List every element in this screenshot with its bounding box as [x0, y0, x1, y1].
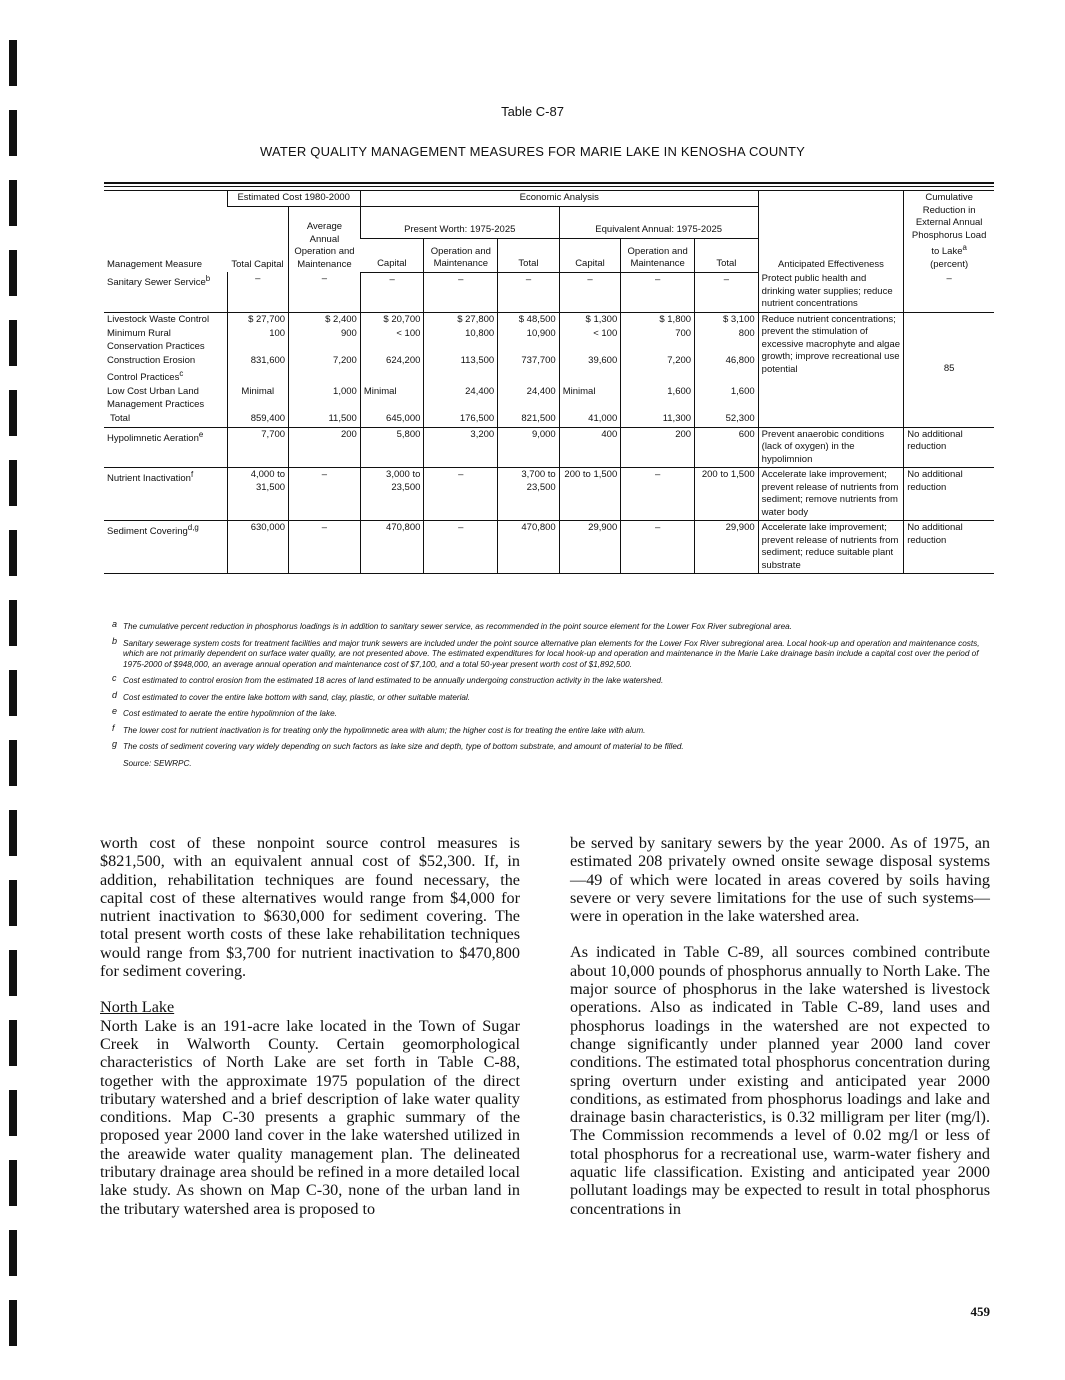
measure-sup: c	[179, 368, 184, 378]
binding-mark	[9, 180, 17, 226]
cell-cumulative: –	[904, 272, 994, 312]
management-measures-table	[104, 190, 994, 574]
header-percent: (percent)	[930, 258, 969, 270]
cell-ea-capital: 29,900	[559, 521, 621, 574]
measure-label: Total	[110, 413, 131, 425]
cell-pw-total: 3,700 to 23,500	[498, 468, 560, 521]
cell-ea-total: 800	[695, 327, 759, 354]
cell-pw-capital: 624,200	[360, 354, 424, 385]
page-number: 459	[970, 1304, 990, 1319]
cell-total-capital: 630,000	[227, 521, 289, 574]
header-ea-om: Operation and Maintenance	[621, 238, 695, 272]
cell-ea-capital: 400	[559, 427, 621, 468]
footnote-mark: a	[112, 619, 118, 629]
cell-effectiveness: Accelerate lake improvement; prevent release of nutrients from sediment; reduce suitable plant substrate	[758, 521, 904, 574]
header-avg-annual: Average Annual Operation and Maintenance	[289, 206, 361, 272]
header-pw-om: Operation and Maintenance	[424, 238, 498, 272]
cell-cumulative: 85	[904, 312, 994, 427]
footnote-text: The cumulative percent reduction in phosphorus loadings is in addition to sanitary sewer service, as recommended in the point source element for the Lower Fox River subregional area.	[123, 622, 793, 631]
cell-pw-om: 113,500	[424, 354, 498, 385]
header-total-capital: Total Capital	[231, 258, 284, 270]
binding-mark	[9, 810, 17, 856]
cell-ea-total: 200 to 1,500	[695, 468, 759, 521]
footnote-mark: b	[112, 635, 118, 646]
cell-pw-total: 821,500	[498, 412, 560, 427]
cell-pw-om: –	[424, 468, 498, 521]
cell-pw-capital: 645,000	[360, 412, 424, 427]
cell-ea-capital: Minimal	[559, 385, 621, 412]
body-paragraph: North Lake is an 191-acre lake located in the Town of Sugar Creek in Walworth County. Certain geomorphological characteristics of North Lake are set forth in Table C-88, together with the approximate 1975 population of the direct tributary watershed and a brief description of lake water quality conditions. Map C-30 presents a graphic summary of the proposed year 2000 land cover in the lake watershed utilized in the areawide water quality management plan. The delineated tributary drainage area should be refined in a more detailed local lake study. As shown on Map C-30, none of the urban land in the tributary watershed area is proposed to	[100, 1016, 520, 1218]
cell-pw-om: 10,800	[424, 327, 498, 354]
cell-pw-om: 176,500	[424, 412, 498, 427]
table-top-rule	[104, 186, 994, 187]
measure-label: Construction Erosion Control Practices	[107, 355, 196, 383]
row-measure	[104, 272, 227, 312]
footnote	[112, 722, 992, 737]
header-effectiveness: Anticipated Effectiveness	[758, 191, 904, 273]
binding-mark	[9, 670, 17, 716]
cell-pw-om: $ 27,800	[424, 312, 498, 327]
header-cumulative-label: Cumulative Reduction in External Annual Phosphorus Load to Lake	[911, 192, 987, 258]
cell-effectiveness: Protect public health and drinking water supplies; reduce nutrient concentrations	[758, 272, 904, 312]
body-paragraph: worth cost of these nonpoint source control measures is $821,500, with an equivalent annual cost of $52,300. If, in addition, rehabilitation techniques are found necessary, the capital cost of these alternatives would range from $4,000 for nutrient inactivation to $630,000 for sediment covering. The total present worth costs of these lake rehabilitation techniques would range from $3,700 for nutrient inactivation to $470,800 for sediment covering.	[100, 834, 520, 981]
binding-mark	[9, 40, 17, 86]
cell-ea-capital: < 100	[559, 327, 621, 354]
binding-mark	[9, 1020, 17, 1066]
cell-pw-om: –	[424, 272, 498, 312]
cell-pw-total: –	[498, 272, 560, 312]
header-cumulative-sup: a	[962, 243, 967, 252]
row-measure	[104, 468, 227, 521]
binding-marks	[0, 0, 40, 1380]
header-cumulative	[904, 191, 994, 273]
measure-label: Livestock Waste Control	[107, 313, 210, 325]
cell-cumulative: No additional reduction	[904, 468, 994, 521]
binding-mark	[9, 950, 17, 996]
table-title: WATER QUALITY MANAGEMENT MEASURES FOR MARIE LAKE IN KENOSHA COUNTY	[259, 144, 806, 159]
cell-total-capital: 831,600	[227, 354, 289, 385]
row-measure	[104, 327, 227, 354]
cell-pw-capital: < 100	[360, 327, 424, 354]
footnote-text: Cost estimated to cover the entire lake bottom with sand, clay, plastic, or other suitable material.	[123, 692, 471, 702]
measure-sup: b	[205, 274, 211, 284]
cell-ea-om: $ 1,800	[621, 312, 695, 327]
cell-cumulative: No additional reduction	[904, 427, 994, 468]
cell-ea-total: 46,800	[695, 354, 759, 385]
body-column-left	[100, 834, 520, 1236]
cell-effectiveness: Reduce nutrient concentrations; prevent the stimulation of excessive macrophyte and algae growth; improve recreational use potential	[758, 312, 904, 412]
footnote-mark: e	[112, 706, 118, 716]
cell-ea-om: 11,300	[621, 412, 695, 427]
cell-ea-om: –	[621, 272, 695, 312]
measure-label: Hypolimnetic Aeration	[107, 432, 199, 444]
cell-ea-capital: 41,000	[559, 412, 621, 427]
cell-ea-total: 1,600	[695, 385, 759, 412]
header-estimated-cost: Estimated Cost 1980-2000	[227, 191, 360, 207]
cell-ea-capital: 39,600	[559, 354, 621, 385]
cell-avg-annual: –	[289, 521, 361, 574]
cell-effectiveness: Accelerate lake improvement; prevent release of nutrients from sediment; remove nutrients from water body	[758, 468, 904, 521]
cell-pw-om: 24,400	[424, 385, 498, 412]
binding-mark	[9, 250, 17, 296]
header-pw-total: Total	[498, 238, 560, 272]
footnote-mark: f	[112, 722, 115, 733]
table-source: Source: SEWRPC.	[123, 758, 192, 768]
cell-total-capital: 859,400	[227, 412, 289, 427]
row-measure	[104, 427, 227, 468]
section-heading: North Lake	[100, 998, 175, 1017]
cell-ea-total: 52,300	[695, 412, 759, 427]
cell-pw-capital: 470,800	[360, 521, 424, 574]
header-ea-total: Total	[695, 238, 759, 272]
header-measure: Management Measure	[104, 191, 227, 273]
footnote	[112, 635, 992, 671]
measure-label: Minimum Rural Conservation Practices	[107, 328, 205, 352]
binding-mark	[9, 530, 17, 576]
cell-avg-annual: 200	[289, 427, 361, 468]
cell-effectiveness: Prevent anaerobic conditions (lack of oxygen) in the hypolimnion	[758, 427, 904, 468]
cell-avg-annual: 1,000	[289, 385, 361, 412]
header-present-worth: Present Worth: 1975-2025	[360, 206, 559, 238]
cell-avg-annual: –	[289, 272, 361, 312]
cell-avg-annual: 7,200	[289, 354, 361, 385]
header-equivalent-annual: Equivalent Annual: 1975-2025	[559, 206, 758, 238]
cell-ea-capital: 200 to 1,500	[559, 468, 621, 521]
cell-pw-total: $ 48,500	[498, 312, 560, 327]
table-footnotes	[112, 619, 992, 769]
footnote-text: Cost estimated to control erosion from the estimated 18 acres of land estimated to be annually undergoing construction activity in the lake watershed.	[123, 676, 664, 685]
footnote-text: Sanitary sewerage system costs for treatment facilities and major trunk sewers are included under the point source alternative plan elements for the Lower Fox River subregional area. Local hook-up and operation and maintenance costs, which are not primarily dependent on surface water quality, are not presented above. The estimated expenditures for local hook-up and operation and maintenance in the Marie Lake drainage basin include a capital cost over the period of 1975-2000 of $948,000, an average annual operation and maintenance cost of $7,100, and a total 50-year present worth cost of $1,892,500.	[123, 638, 980, 669]
footnote	[112, 739, 992, 753]
cell-ea-total: –	[695, 272, 759, 312]
footnote-mark: g	[112, 739, 118, 749]
cell-total-capital: $ 27,700	[227, 312, 289, 327]
binding-mark	[9, 1090, 17, 1136]
cell-pw-capital: $ 20,700	[360, 312, 424, 327]
cell-ea-total: 29,900	[695, 521, 759, 574]
cell-pw-total: 10,900	[498, 327, 560, 354]
body-column-right	[570, 834, 990, 1236]
cell-avg-annual: –	[289, 468, 361, 521]
cell-pw-total: 9,000	[498, 427, 560, 468]
cell-pw-om: –	[424, 521, 498, 574]
cell-pw-capital: 3,000 to 23,500	[360, 468, 424, 521]
cell-ea-capital: –	[559, 272, 621, 312]
footnote-text: The costs of sediment covering vary widely depending on such factors as lake size and depth, type of bottom substrate, and amount of material to be filled.	[123, 742, 684, 751]
cell-avg-annual: $ 2,400	[289, 312, 361, 327]
measure-sup: e	[198, 429, 204, 439]
cell-ea-om: 200	[621, 427, 695, 468]
binding-mark	[9, 460, 17, 506]
measure-label: Sediment Covering	[107, 526, 188, 538]
row-measure-total	[104, 412, 227, 427]
cell-avg-annual: 900	[289, 327, 361, 354]
measure-sup: d,g	[187, 523, 199, 533]
row-measure	[104, 521, 227, 574]
row-measure	[104, 385, 227, 412]
binding-mark	[9, 600, 17, 646]
cell-effectiveness-empty	[758, 412, 904, 427]
measure-sup: f	[190, 470, 194, 480]
cell-ea-om: 700	[621, 327, 695, 354]
binding-mark	[9, 1160, 17, 1206]
header-pw-capital: Capital	[360, 238, 424, 272]
table-top-rule	[104, 182, 994, 184]
header-economic-analysis: Economic Analysis	[360, 191, 758, 207]
cell-avg-annual: 11,500	[289, 412, 361, 427]
measure-label: Nutrient Inactivation	[107, 473, 191, 485]
header-ea-capital: Capital	[559, 238, 621, 272]
binding-mark	[9, 880, 17, 926]
cell-ea-om: 1,600	[621, 385, 695, 412]
cell-cumulative: No additional reduction	[904, 521, 994, 574]
binding-mark	[9, 1230, 17, 1276]
footnote-mark: c	[112, 673, 117, 683]
cell-ea-capital: $ 1,300	[559, 312, 621, 327]
cell-ea-om: 7,200	[621, 354, 695, 385]
footnote	[112, 689, 992, 704]
body-paragraph: be served by sanitary sewers by the year 2000. As of 1975, an estimated 208 privately owned onsite sewage disposal systems—49 of which were located in areas covered by soils having severe or very severe limitations for the use of such systems—were in operation in the lake watershed area.	[570, 834, 990, 926]
footnote-mark: d	[112, 689, 118, 700]
cell-ea-total: 600	[695, 427, 759, 468]
footnote	[112, 673, 992, 687]
cell-ea-om: –	[621, 468, 695, 521]
cell-total-capital: –	[227, 272, 289, 312]
binding-mark	[9, 1300, 17, 1346]
cell-total-capital: 7,700	[227, 427, 289, 468]
cell-ea-total: $ 3,100	[695, 312, 759, 327]
binding-mark	[9, 320, 17, 366]
row-measure	[104, 312, 227, 327]
cell-pw-total: 470,800	[498, 521, 560, 574]
footnote	[112, 619, 992, 633]
table-number: Table C-87	[501, 104, 564, 119]
cell-pw-total: 24,400	[498, 385, 560, 412]
footnote-text: The lower cost for nutrient inactivation is for treating only the hypolimnetic area with alum; the higher cost is for treating the entire lake with alum.	[123, 725, 646, 735]
footnote-text: Cost estimated to aerate the entire hypolimnion of the lake.	[123, 709, 337, 718]
body-paragraph: As indicated in Table C-89, all sources combined contribute about 10,000 pounds of phosphorus annually to North Lake. The major source of phosphorus in the lake watershed is livestock operations. Also as indicated in Table C-89, land uses and phosphorus loadings in the watershed are not expected to change significantly under planned year 2000 land cover conditions. The estimated total phosphorus concentration during spring overturn under existing and anticipated year 2000 conditions, as estimated from phosphorus loadings and lake and drainage basin characteristics, is 0.32 milligram per liter (mg/l). The Commission recommends a level of 0.02 mg/l or less of total phosphorus for a recreational use, warm-water fishery and aquatic life classification. Existing and anticipated year 2000 pollutant loadings may be expected to result in total phosphorus concentrations in	[570, 943, 990, 1218]
cell-total-capital: 100	[227, 327, 289, 354]
cell-pw-om: 3,200	[424, 427, 498, 468]
row-measure	[104, 354, 227, 385]
cell-total-capital: 4,000 to 31,500	[227, 468, 289, 521]
cell-ea-om: –	[621, 521, 695, 574]
cell-pw-total: 737,700	[498, 354, 560, 385]
cell-pw-capital: Minimal	[360, 385, 424, 412]
cell-pw-capital: 5,800	[360, 427, 424, 468]
binding-mark	[9, 740, 17, 786]
measure-label: Sanitary Sewer Service	[107, 277, 206, 289]
footnote	[112, 706, 992, 720]
measure-label: Low Cost Urban Land Management Practices	[107, 386, 205, 410]
cell-pw-capital: –	[360, 272, 424, 312]
binding-mark	[9, 390, 17, 436]
cell-total-capital: Minimal	[227, 385, 289, 412]
